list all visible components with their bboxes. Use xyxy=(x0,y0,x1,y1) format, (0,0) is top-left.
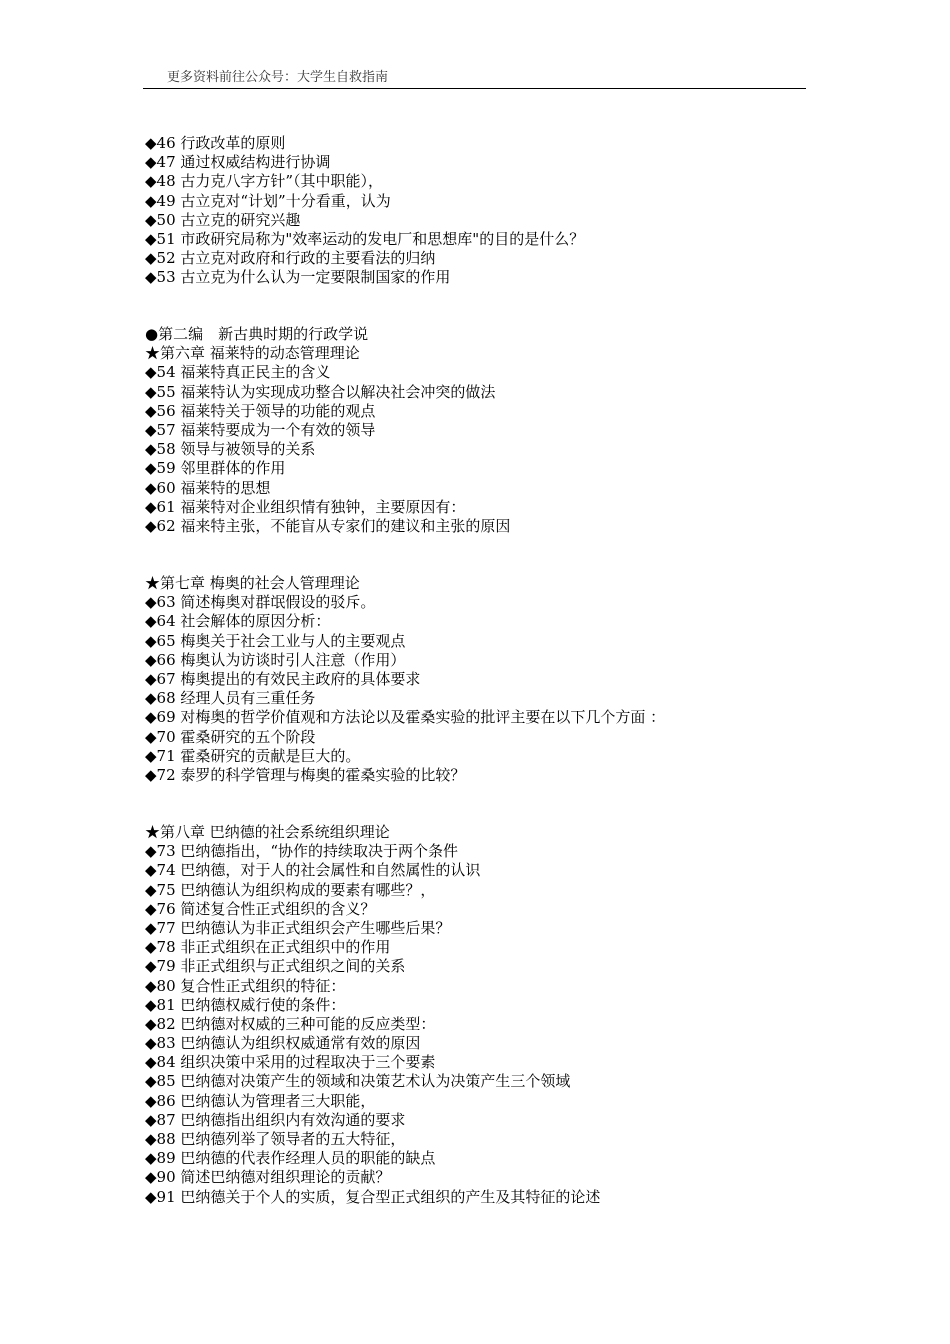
list-item: ◆65 梅奥关于社会工业与人的主要观点 xyxy=(145,631,406,650)
list-item: ◆60 福莱特的思想 xyxy=(145,478,271,497)
list-item: ◆51 市政研究局称为"效率运动的发电厂和思想库"的目的是什么？ xyxy=(145,229,585,248)
list-item: ◆73 巴纳德指出，“协作的持续取决于两个条件 xyxy=(145,842,459,861)
list-item: ◆49 古立克对“计划”十分看重，认为 xyxy=(145,191,391,210)
list-item: ◆47 通过权威结构进行协调 xyxy=(145,153,331,172)
list-item: ◆80 复合性正式组织的特征： xyxy=(145,976,346,995)
list-item: ◆85 巴纳德对决策产生的领域和决策艺术认为决策产生三个领域 xyxy=(145,1072,571,1091)
list-item: ◆59 邻里群体的作用 xyxy=(145,459,286,478)
list-item: ◆64 社会解体的原因分析： xyxy=(145,612,331,631)
list-item: ◆66 梅奥认为访谈时引人注意（作用） xyxy=(145,650,406,669)
list-item: ◆54 福莱特真正民主的含义 xyxy=(145,363,331,382)
section-3 xyxy=(145,574,785,785)
list-item: ◆52 古立克对政府和行政的主要看法的归纳 xyxy=(145,249,436,268)
list-item: ◆53 古立克为什么认为一定要限制国家的作用 xyxy=(145,268,451,287)
list-item: ◆56 福莱特关于领导的功能的观点 xyxy=(145,401,376,420)
list-item: ◆83 巴纳德认为组织权威通常有效的原因 xyxy=(145,1034,421,1053)
list-item: ◆75 巴纳德认为组织构成的要素有哪些？， xyxy=(145,880,436,899)
part-heading: ●第二编 新古典时期的行政学说 xyxy=(145,325,369,343)
section-4 xyxy=(145,823,785,1207)
list-item: ◆77 巴纳德认为非正式组织会产生哪些后果？ xyxy=(145,918,451,937)
list-item: ◆79 非正式组织与正式组织之间的关系 xyxy=(145,957,406,976)
list-item: ◆74 巴纳德，对于人的社会属性和自然属性的认识 xyxy=(145,861,481,880)
chapter-heading: ★第七章 梅奥的社会人管理理论 xyxy=(145,574,360,592)
section-2 xyxy=(145,325,785,536)
list-item: ◆87 巴纳德指出组织内有效沟通的要求 xyxy=(145,1110,406,1129)
page-header xyxy=(143,64,806,89)
list-item: ◆58 领导与被领导的关系 xyxy=(145,440,316,459)
list-item: ◆72 泰罗的科学管理与梅奥的霍桑实验的比较？ xyxy=(145,765,466,784)
list-item: ◆55 福莱特认为实现成功整合以解决社会冲突的做法 xyxy=(145,382,496,401)
list-item: ◆68 经理人员有三重任务 xyxy=(145,689,316,708)
list-item: ◆91 巴纳德关于个人的实质，复合型正式组织的产生及其特征的论述 xyxy=(145,1187,601,1206)
chapter-heading: ★第八章 巴纳德的社会系统组织理论 xyxy=(145,823,390,841)
list-item: ◆86 巴纳德认为管理者三大职能， xyxy=(145,1091,376,1110)
list-item: ◆62 福来特主张，不能盲从专家们的建议和主张的原因 xyxy=(145,516,511,535)
list-item: ◆67 梅奥提出的有效民主政府的具体要求 xyxy=(145,669,421,688)
list-item: ◆82 巴纳德对权威的三种可能的反应类型： xyxy=(145,1014,436,1033)
chapter-heading: ★第六章 福莱特的动态管理理论 xyxy=(145,344,360,363)
list-item: ◆78 非正式组织在正式组织中的作用 xyxy=(145,938,391,957)
list-item: ◆88 巴纳德列举了领导者的五大特征， xyxy=(145,1130,406,1148)
list-item: ◆63 简述梅奥对群氓假设的驳斥。 xyxy=(145,593,376,612)
list-item: ◆46 行政改革的原则 xyxy=(145,134,286,152)
header-text: 更多资料前往公众号：大学生自救指南 xyxy=(167,70,389,85)
list-item: ◆70 霍桑研究的五个阶段 xyxy=(145,727,316,746)
list-item: ◆76 简述复合性正式组织的含义？ xyxy=(145,899,376,918)
list-item: ◆69 对梅奥的哲学价值观和方法论以及霍桑实验的批评主要在以下几个方面 ： xyxy=(145,708,666,727)
list-item: ◆50 古立克的研究兴趣 xyxy=(145,210,301,229)
list-item: ◆89 巴纳德的代表作经理人员的职能的缺点 xyxy=(145,1149,436,1168)
list-item: ◆57 福莱特要成为一个有效的领导 xyxy=(145,420,376,439)
list-item: ◆61 福莱特对企业组织情有独钟，主要原因有： xyxy=(145,497,466,516)
list-item: ◆48 古力克八字方针”（其中职能）， xyxy=(145,172,384,191)
list-item: ◆84 组织决策中采用的过程取决于三个要素 xyxy=(145,1053,436,1072)
list-item: ◆90 简述巴纳德对组织理论的贡献？ xyxy=(145,1168,391,1187)
list-item: ◆71 霍桑研究的贡献是巨大的。 xyxy=(145,746,361,765)
list-item: ◆81 巴纳德权威行使的条件： xyxy=(145,995,346,1014)
section-1 xyxy=(145,134,785,288)
